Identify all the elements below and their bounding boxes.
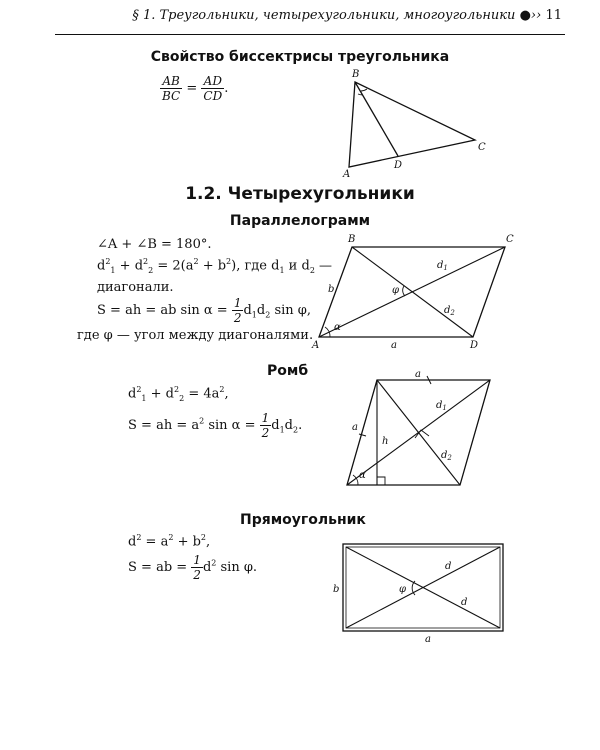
formula-part: = a — [141, 534, 169, 550]
page-number: 11 — [545, 8, 562, 23]
label-side-b: b — [328, 284, 335, 295]
label-alpha: α — [334, 322, 341, 333]
fraction-numerator: 1 — [233, 296, 242, 310]
formula-part: d — [243, 303, 252, 318]
label-a: A — [312, 340, 320, 350]
parallelogram-diagonals-formula: $d^2_1 + d^2_2 = 2(a^2 + b^2)$, где $d_1$ и $d_2$ — — [97, 257, 333, 275]
formula-part: — — [314, 258, 333, 274]
bisector-formula — [160, 74, 228, 103]
diagonal-2 — [377, 380, 460, 485]
label-phi: φ — [399, 584, 407, 595]
formula-part: = 2(a — [153, 258, 194, 274]
parallelogram-angle-formula: ∠A + ∠B = 180°. — [97, 237, 212, 252]
fraction-ab-bc — [160, 74, 182, 103]
bisector-triangle-diagram — [330, 65, 490, 180]
formula-part: sin φ, — [270, 303, 312, 318]
label-d2: $d_2$ — [441, 450, 452, 462]
formula-part: sin α = — [204, 418, 260, 433]
fraction-numerator: AD — [201, 74, 224, 89]
label-d-lower: d — [461, 597, 468, 608]
formula-part: d — [202, 560, 212, 575]
formula-part: d — [97, 258, 106, 274]
formula-part: и d — [284, 258, 310, 274]
label-d-upper: d — [445, 561, 452, 572]
label-d2: $d_2$ — [444, 305, 455, 317]
formula-part: , — [224, 386, 229, 402]
tick-mark — [359, 434, 366, 436]
rectangle-title: Прямоугольник — [240, 512, 366, 528]
alpha-arc — [325, 327, 330, 337]
rectangle-area-formula: S = ab = $\frac{1}{2}$ $d^2$ sin φ. — [128, 553, 258, 582]
fraction-one-half — [191, 553, 203, 582]
angle-arc — [361, 89, 367, 91]
label-side-b: b — [333, 584, 340, 595]
rectangle-diagram — [325, 535, 510, 645]
fraction-ad-cd — [201, 74, 224, 103]
label-b: B — [348, 234, 356, 245]
fraction-numerator: 1 — [193, 553, 201, 567]
label-h: h — [382, 436, 389, 447]
diagonal-bd — [352, 247, 473, 337]
formula-part: d — [128, 386, 137, 402]
parallelogram-title: Параллелограмм — [229, 213, 371, 229]
header-arrows: ●›› — [519, 8, 542, 23]
right-angle-mark — [377, 477, 385, 485]
formula-part: d — [284, 418, 293, 433]
fraction-numerator: AB — [160, 74, 182, 89]
rhombus-diagonals-formula: $d^2_1 + d^2_2 = 4a^2$, — [128, 385, 229, 403]
fraction-denominator: 2 — [261, 426, 270, 440]
fraction-denominator: BC — [162, 89, 181, 103]
diagonals-word: диагонали. — [97, 280, 174, 295]
formula-part: d — [256, 303, 266, 318]
label-side-a: a — [425, 634, 431, 645]
formula-part: . — [298, 418, 303, 433]
chapter-title: 1.2. Четырехугольники — [185, 184, 415, 204]
running-header — [0, 8, 562, 23]
label-b: B — [352, 69, 360, 80]
label-a: A — [343, 169, 351, 180]
formula-part: d — [271, 418, 280, 433]
phi-arc — [403, 286, 405, 296]
fraction-denominator: CD — [203, 89, 223, 103]
fraction-one-half — [232, 296, 244, 325]
triangle-abc — [349, 82, 475, 167]
formula-part: S = ah = ab sin α = — [97, 303, 232, 318]
formula-part: S = ah = a — [128, 418, 200, 433]
formula-part: + b — [173, 534, 201, 550]
label-c: C — [478, 142, 486, 153]
formula-part: , — [206, 534, 211, 550]
fraction-numerator: 1 — [261, 411, 270, 425]
rhombus-title: Ромб — [267, 363, 309, 379]
label-d: D — [470, 340, 479, 350]
formula-part: S = ab = — [128, 560, 192, 575]
formula-part: ), где d — [231, 258, 280, 274]
formula-part: d — [134, 258, 144, 274]
header-rule — [55, 34, 565, 35]
label-phi: φ — [392, 285, 400, 296]
label-alpha: α — [359, 470, 366, 481]
formula-part: + b — [198, 258, 227, 274]
rectangle-diagonal-formula: $d^2 = a^2 + b^2$, — [128, 533, 211, 550]
label-side-a-left: a — [352, 422, 358, 433]
fraction-one-half — [260, 411, 272, 440]
parallelogram-diagram — [310, 230, 525, 350]
bisector-title: Свойство биссектрисы треугольника — [150, 49, 450, 65]
formula-part: sin φ. — [216, 560, 258, 575]
rhombus-diagram — [335, 368, 500, 493]
label-side-a: a — [391, 340, 397, 350]
label-d1: $d_1$ — [437, 260, 448, 272]
equals-sign: = — [186, 81, 198, 96]
formula-part: d — [128, 534, 137, 550]
fraction-denominator: 2 — [233, 311, 242, 325]
formula-part: = 4a — [184, 386, 220, 402]
rhombus-area-formula: S = ah = $a^2$ sin α = $\frac{1}{2}$ $d_1d_2$. — [128, 411, 303, 440]
label-d: D — [394, 160, 403, 171]
fraction-denominator: 2 — [193, 568, 201, 582]
phi-definition: где φ — угол между диагоналями. — [77, 328, 314, 343]
label-d1: $d_1$ — [436, 400, 447, 412]
period: . — [224, 81, 229, 96]
header-title: § 1. Треугольники, четырехугольники, многоугольники — [132, 8, 516, 23]
label-side-a-top: a — [415, 369, 421, 380]
formula-part: + d — [146, 386, 174, 402]
label-c: C — [506, 234, 514, 245]
parallelogram-area-formula: S = ah = ab sin α = $\frac{1}{2}$ $d_1d_2$ sin φ, — [97, 296, 312, 325]
